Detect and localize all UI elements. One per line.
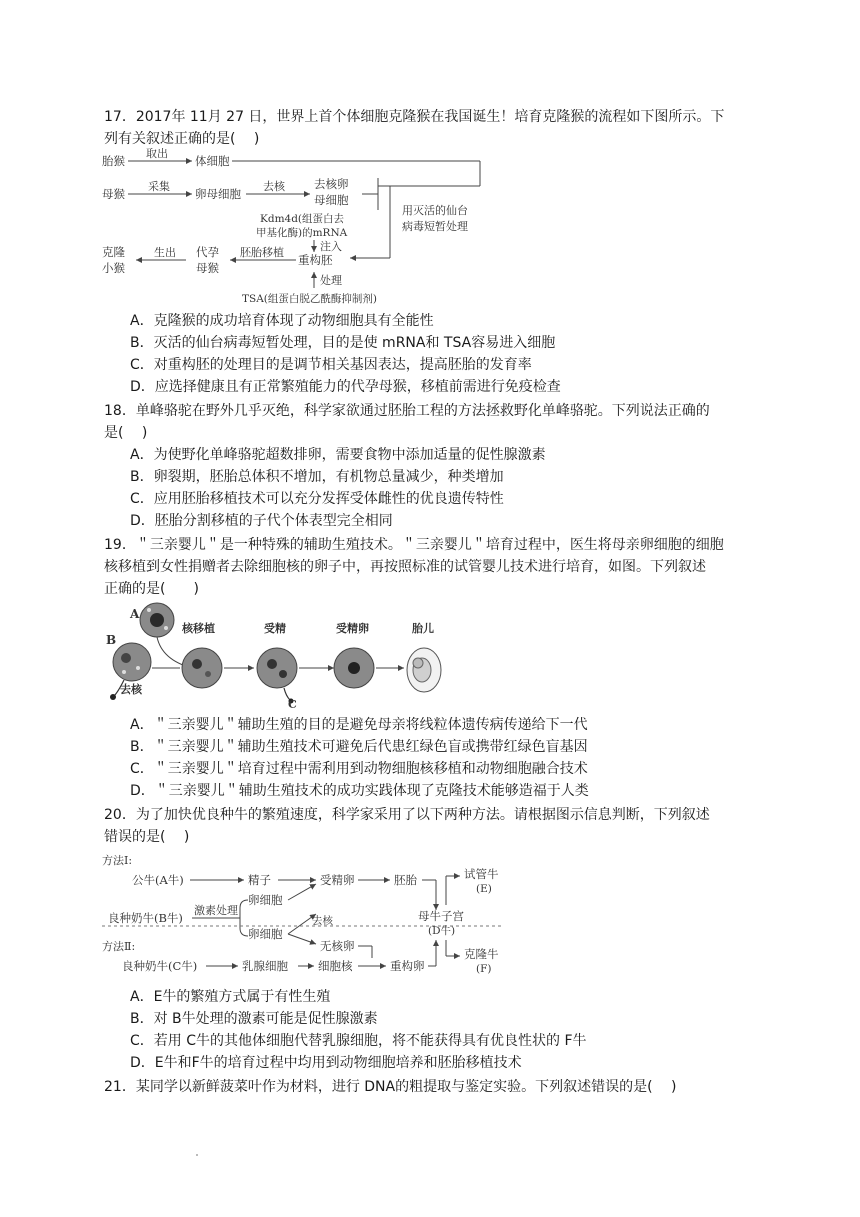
q20-method2: 方法Ⅱ: (102, 940, 136, 953)
q20-test-tube-cow-1: 试管牛 (464, 867, 499, 881)
q20-enucleated-egg: 无核卵 (320, 939, 355, 953)
q17-sendai-2: 病毒短暂处理 (402, 220, 468, 233)
q20-stem-line1: 20．为了加快优良种牛的繁殖速度，科学家采用了以下两种方法。请根据图示信息判断，下列叙述 (104, 807, 710, 823)
q20-hormone: 激素处理 (194, 904, 238, 917)
q19-cell-b (113, 643, 151, 681)
q17-clone-monkey-diagram (100, 148, 490, 306)
q19-cell-fertilization (257, 648, 297, 688)
q20-cloned-cow-2: (F) (476, 963, 492, 975)
q17-reconstructed-embryo: 重构胚 (298, 253, 333, 267)
q19-label-b: B (106, 633, 117, 647)
q17-mother-monkey: 母猴 (102, 187, 125, 201)
q17-kdm-2: 甲基化酶)的mRNA (256, 227, 348, 239)
q17-clone-1: 克隆 (102, 245, 125, 259)
q20-cattle-breeding-diagram (102, 850, 512, 976)
q21-stem-line1: 21．某同学以新鲜菠菜叶作为材料，进行 DNA的粗提取与鉴定实验。下列叙述错误的是( ) (104, 1079, 677, 1095)
q17-clone-2: 小猴 (102, 261, 125, 275)
q19-option-b: B．＂三亲婴儿＂辅助生殖技术可避免后代患红绿色盲或携带红绿色盲基因 (130, 739, 588, 755)
q17-somatic-cell: 体细胞 (195, 154, 230, 168)
q17-sendai-1: 用灭活的仙台 (402, 204, 468, 217)
q18-option-a: A．为使野化单峰骆驼超数排卵，需要食物中添加适量的促性腺激素 (130, 447, 546, 463)
q19-zygote: 受精卵 (336, 622, 369, 635)
q20-method1: 方法Ⅰ: (102, 854, 133, 867)
q19-option-c: C．＂三亲婴儿＂培育过程中需利用到动物细胞核移植和动物细胞融合技术 (130, 761, 588, 777)
page-speck (196, 1154, 198, 1156)
q19-stem-line1: 19．＂三亲婴儿＂是一种特殊的辅助生殖技术。＂三亲婴儿＂培育过程中，医生将母亲卵细胞的细胞 (104, 537, 724, 553)
q19-cell-transfer (182, 648, 222, 688)
q19-option-a: A．＂三亲婴儿＂辅助生殖的目的是避免母亲将线粒体遗传病传递给下一代 (130, 717, 588, 733)
q17-surrogate-2: 母猴 (196, 261, 219, 275)
q20-option-d: D．E牛和F牛的培育过程中均用到动物细胞培养和胚胎移植技术 (130, 1055, 522, 1071)
q17-collect: 采集 (148, 180, 170, 193)
q17-enucleated-oocyte-1: 去核卵 (314, 177, 349, 191)
q17-option-d: D．应选择健康且有正常繁殖能力的代孕母猴，移植前需进行免疫检查 (130, 379, 561, 395)
q20-test-tube-cow-2: (E) (476, 883, 492, 895)
q18-stem-line2: 是( ) (104, 425, 148, 441)
q19-nuclear-transfer: 核移植 (182, 622, 215, 635)
q20-cow-c: 良种奶牛(C牛) (122, 959, 198, 973)
q18-option-d: D．胚胎分割移植的子代个体表型完全相同 (130, 513, 393, 529)
q17-kdm-1: Kdm4d(组蛋白去 (260, 213, 345, 225)
q20-enucleate: 去核 (312, 915, 333, 927)
q20-oocyte-1: 卵细胞 (248, 893, 283, 907)
q18-stem-line1: 18．单峰骆驼在野外几乎灭绝，科学家欲通过胚胎工程的方法拯救野化单峰骆驼。下列说法正确的 (104, 403, 710, 419)
q17-enucleated-oocyte-2: 母细胞 (314, 193, 349, 207)
q20-oocyte-2: 卵细胞 (248, 927, 283, 941)
q20-option-b: B．对 B牛处理的激素可能是促性腺激素 (130, 1011, 378, 1027)
q17-birth: 生出 (154, 246, 176, 259)
q17-tsa: TSA(组蛋白脱乙酰酶抑制剂) (242, 293, 377, 305)
q17-stem-line2: 列有关叙述正确的是( ) (104, 131, 260, 147)
q17-oocyte: 卵母细胞 (195, 187, 241, 201)
q20-embryo: 胚胎 (394, 873, 417, 887)
q20-fertilized-egg: 受精卵 (320, 873, 355, 887)
q17-embryo-transfer: 胚胎移植 (240, 246, 284, 259)
q20-uterus-2: (D牛) (428, 925, 456, 937)
q20-option-c: C．若用 C牛的其他体细胞代替乳腺细胞，将不能获得具有优良性状的 F牛 (130, 1033, 587, 1049)
q17-enucleate: 去核 (263, 180, 285, 193)
q17-option-a: A．克隆猴的成功培育体现了动物细胞具有全能性 (130, 313, 434, 329)
q17-stem-line1: 17．2017年 11月 27 日，世界上首个体细胞克隆猴在我国诞生！培育克隆猴的流程如下图所示。下 (104, 109, 725, 125)
q19-three-parent-baby-diagram (102, 600, 447, 710)
q17-option-b: B．灭活的仙台病毒短暂处理，目的是使 mRNA和 TSA容易进入细胞 (130, 335, 556, 351)
q17-option-c: C．对重构胚的处理目的是调节相关基因表达，提高胚胎的发育率 (130, 357, 532, 373)
q20-uterus-1: 母牛子宫 (418, 909, 464, 923)
q17-surrogate-1: 代孕 (196, 245, 219, 259)
q20-mammary-cell: 乳腺细胞 (242, 959, 288, 973)
q19-stem-line3: 正确的是( ) (104, 581, 199, 597)
q18-option-c: C．应用胚胎移植技术可以充分发挥受体雌性的优良遗传特性 (130, 491, 504, 507)
q19-fetus: 胎儿 (412, 622, 434, 635)
q20-option-a: A．E牛的繁殖方式属于有性生殖 (130, 989, 331, 1005)
q18-option-b: B．卵裂期，胚胎总体积不增加，有机物总量减少，种类增加 (130, 469, 504, 485)
q19-label-c: C (288, 698, 297, 710)
q20-cloned-cow-1: 克隆牛 (464, 947, 499, 961)
q20-bull: 公牛(A牛) (132, 873, 184, 887)
q20-cow-b: 良种奶牛(B牛) (108, 911, 183, 925)
q19-enucleation: 去核 (120, 683, 142, 696)
q19-label-a: A (130, 607, 140, 621)
q19-stem-line2: 核移植到女性捐赠者去除细胞核的卵子中，再按照标准的试管婴儿技术进行培育，如图。下列叙述 (104, 559, 706, 575)
q17-take-out: 取出 (146, 148, 168, 160)
q17-inject: 注入 (320, 240, 342, 253)
q20-nucleus: 细胞核 (318, 959, 353, 973)
q20-sperm: 精子 (248, 873, 271, 887)
q20-stem-line2: 错误的是( ) (104, 829, 190, 845)
q19-option-d: D．＂三亲婴儿＂辅助生殖技术的成功实践体现了克隆技术能够造福于人类 (130, 783, 589, 799)
q20-reconstructed-egg: 重构卵 (390, 959, 425, 973)
q17-fetal-monkey: 胎猴 (102, 154, 125, 168)
q17-treat: 处理 (320, 274, 342, 287)
q19-fertilization: 受精 (264, 622, 286, 635)
